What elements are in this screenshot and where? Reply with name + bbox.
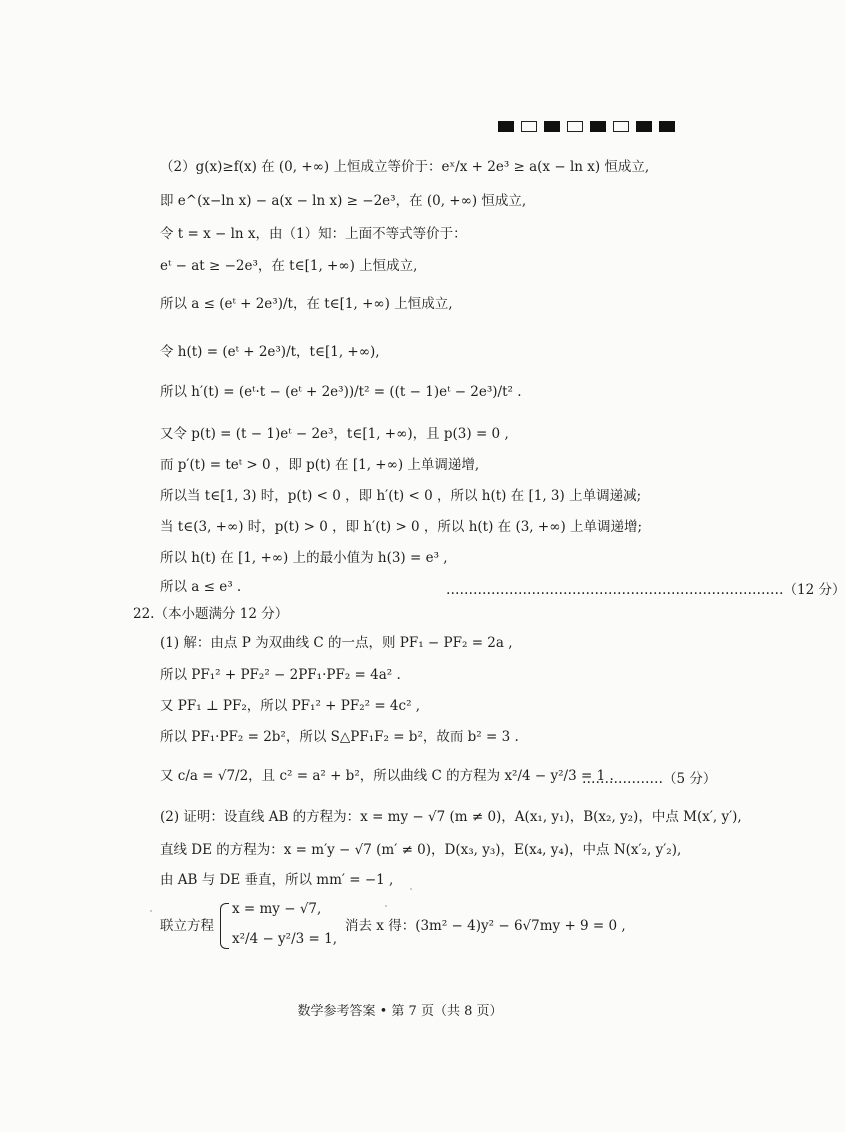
system-result: 消去 x 得：(3m² − 4)y² − 6√7my + 9 = 0 , [345,918,626,934]
answer-line-7: 又令 p(t) = (t − 1)eᵗ − 2e³，t∈[1, +∞)，且 p(3) = 0 , [160,426,509,442]
answer-line-13: (1) 解：由点 P 为双曲线 C 的一点，则 PF₁ − PF₂ = 2a , [160,635,513,651]
answer-line-16: 所以 PF₁·PF₂ = 2b²，所以 S△PF₁F₂ = b²，故而 b² = 3 . [160,729,519,745]
answer-line-18: (2) 证明：设直线 AB 的方程为：x = my − √7 (m ≠ 0)，A(x₁, y₁)，B(x₂, y₂)，中点 M(x′, y′), [160,809,742,825]
system-brace [220,903,229,949]
answer-line-15: 又 PF₁ ⊥ PF₂，所以 PF₁² + PF₂² = 4c² , [160,698,421,714]
answer-line-9: 所以当 t∈[1, 3) 时，p(t) < 0 ，即 h′(t) < 0 ，所以 h(t) 在 [1, 3) 上单调递减; [160,488,642,504]
question-header: 22.（本小题满分 12 分） [133,606,289,622]
header-mark-4 [590,121,606,132]
answer-line-6: 所以 h′(t) = (eᵗ·t − (eᵗ + 2e³))/t² = ((t − 1)eᵗ − 2e³)/t² . [160,384,522,400]
header-mark-7 [659,121,675,132]
answer-line-14: 所以 PF₁² + PF₂² − 2PF₁·PF₂ = 4a² . [160,667,401,683]
answer-line-2: 令 t = x − ln x，由（1）知：上面不等式等价于： [160,226,467,242]
answer-line-20: 由 AB 与 DE 垂直，所以 mm′ = −1 , [160,872,394,888]
scan-speck [410,888,412,890]
answer-line-10: 当 t∈(3, +∞) 时，p(t) > 0 ，即 h′(t) > 0 ，所以 h(t) 在 (3, +∞) 上单调递增; [160,519,643,535]
answer-line-5: 令 h(t) = (eᵗ + 2e³)/t，t∈[1, +∞), [160,344,380,360]
answer-line-0: （2）g(x)≥f(x) 在 (0, +∞) 上恒成立等价于：eˣ/x + 2e³ ≥ a(x − ln x) 恒成立, [160,159,650,175]
system-label: 联立方程 [160,918,214,934]
answer-line-17: 又 c/a = √7/2，且 c² = a² + b²，所以曲线 C 的方程为 x²/4 − y²/3 = 1 . [160,768,614,784]
answer-line-12: 所以 a ≤ e³ . [160,579,242,595]
system-eq1: x = my − √7, [232,901,322,917]
answer-line-11: 所以 h(t) 在 [1, +∞) 上的最小值为 h(3) = e³ , [160,550,448,566]
answer-line-19: 直线 DE 的方程为：x = m′y − √7 (m′ ≠ 0)，D(x₃, y₃)，E(x₄, y₄)，中点 N(x′₂, y′₂), [160,842,682,858]
answer-line-4: 所以 a ≤ (eᵗ + 2e³)/t，在 t∈[1, +∞) 上恒成立, [160,296,453,312]
answer-line-1: 即 e^(x−ln x) − a(x − ln x) ≥ −2e³，在 (0, +∞) 恒成立, [160,193,527,209]
header-mark-1 [521,121,537,132]
answer-line-8: 而 p′(t) = teᵗ > 0 ，即 p(t) 在 [1, +∞) 上单调递增, [160,457,480,473]
header-marks [498,121,675,132]
header-mark-0 [498,121,514,132]
header-mark-6 [636,121,652,132]
scan-speck [385,905,387,907]
answer-line-3: eᵗ − at ≥ −2e³，在 t∈[1, +∞) 上恒成立, [160,258,418,274]
score-12: …………………………………………………………………（12 分） [446,582,845,598]
page-footer: 数学参考答案 • 第 7 页（共 8 页） [297,1004,503,1019]
system-eq2: x²/4 − y²/3 = 1, [232,931,338,947]
header-mark-2 [544,121,560,132]
header-mark-5 [613,121,629,132]
header-mark-3 [567,121,583,132]
score-5: ………………（5 分） [582,771,717,787]
scan-speck [150,910,152,912]
